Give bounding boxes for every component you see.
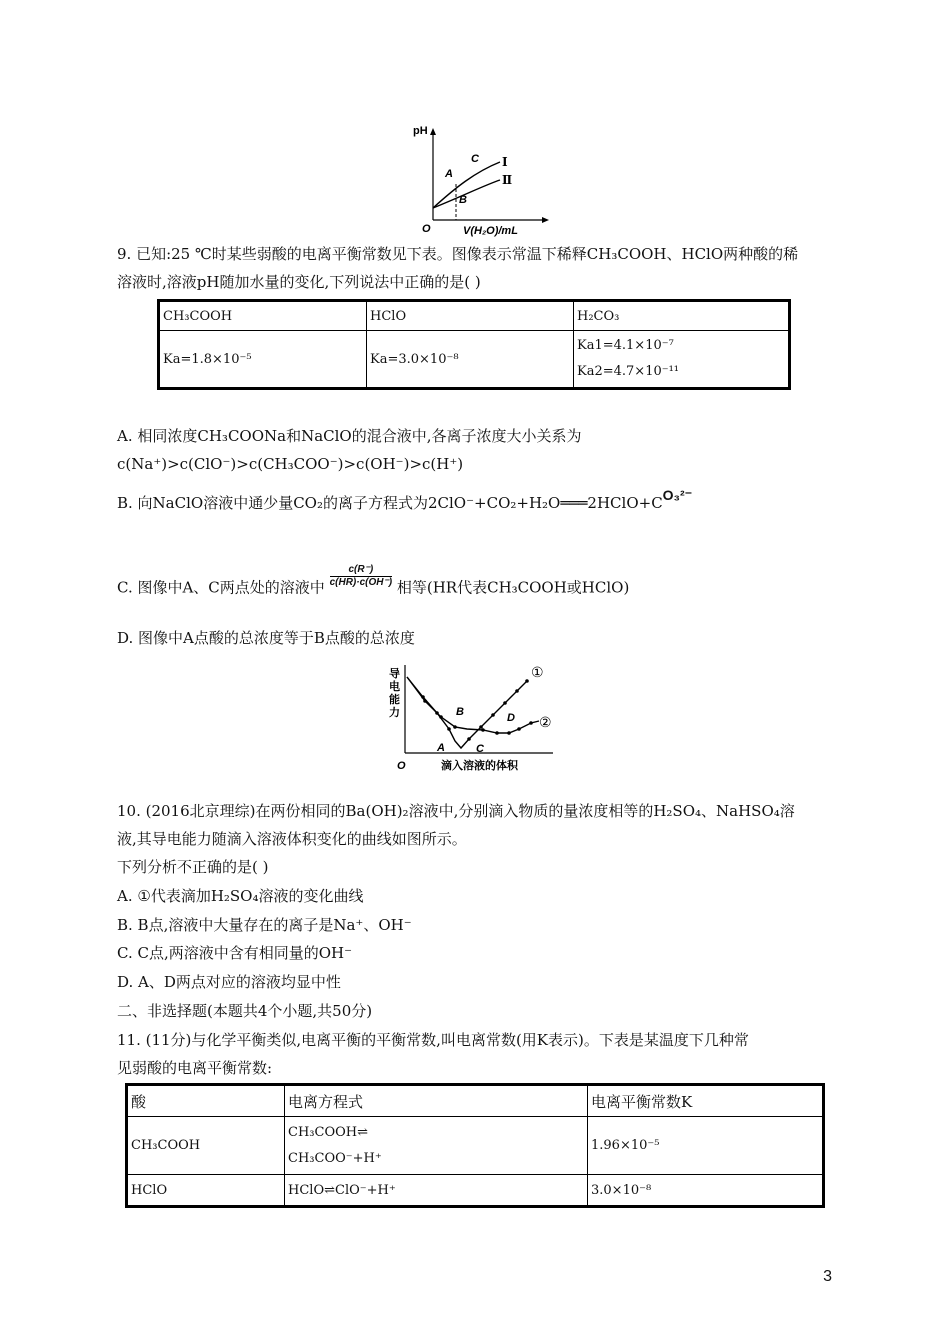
q9-option-a-line1: A. 相同浓度CH₃COONa和NaClO的混合液中,各离子浓度大小关系为 xyxy=(117,427,582,445)
q11-line1: 11. (11分)与化学平衡类似,电离平衡的平衡常数,叫电离常数(用K表示)。下表是某温度下几种常 xyxy=(117,1031,749,1049)
curve-1-label: ① xyxy=(531,665,544,681)
curve-2 xyxy=(407,677,539,733)
q9-option-b: B. 向NaClO溶液中通少量CO₂的离子方程式为2ClO⁻+CO₂+H₂O═══2HClO+CO₃²⁻ xyxy=(117,487,693,512)
q10-option-d: D. A、D两点对应的溶液均显中性 xyxy=(117,973,341,991)
q9-table-h2: HClO xyxy=(367,301,574,331)
q11-line2: 见弱酸的电离平衡常数: xyxy=(117,1059,273,1077)
conductivity-graph xyxy=(385,655,580,775)
y-axis-label: pH xyxy=(413,125,428,137)
q9-fraction-den: c(HR)·c(OH⁻) xyxy=(329,577,393,588)
q10-line1: 10. (2016北京理综)在两份相同的Ba(OH)₂溶液中,分别滴入物质的量浓度相等的H₂SO₄、NaHSO₄溶 xyxy=(117,802,795,820)
q11-table-h1: 酸 xyxy=(127,1085,285,1117)
q9-constant-table xyxy=(157,299,791,390)
q10-line3: 下列分析不正确的是( ) xyxy=(117,858,269,876)
q9-option-c: C. 图像中A、C两点处的溶液中 $\frac{c(R^-)}{c(HR)\cdot c(OH^-)}$ 相等(HR代表CH₃COOH或HClO) xyxy=(117,564,630,597)
q9-option-d: D. 图像中A点酸的总浓度等于B点酸的总浓度 xyxy=(117,629,415,647)
q9-table-v1: Ka=1.8×10⁻⁵ xyxy=(159,331,367,389)
q9-table-h1: CH₃COOH xyxy=(159,301,367,331)
q9-option-b-tail: O₃²⁻ xyxy=(662,487,693,503)
point-a-label: A xyxy=(437,742,445,754)
q11-table-r1c2 xyxy=(285,1117,588,1175)
point-b-label: B xyxy=(459,194,467,206)
q9-fraction-num: c(R⁻) xyxy=(330,564,393,577)
q11-table-h3: 电离平衡常数K xyxy=(588,1085,824,1117)
q9-table-h3: H₂CO₃ xyxy=(574,301,790,331)
q11-table-r1c2b: CH₃COO⁻+H⁺ xyxy=(288,1150,382,1166)
q11-table-r1c2a: CH₃COOH⇌ xyxy=(288,1124,368,1140)
q11-table-r1c1: CH₃COOH xyxy=(127,1117,285,1175)
y-label-c3: 能 xyxy=(389,694,400,706)
q9-line2: 溶液时,溶液pH随加水量的变化,下列说法中正确的是( ) xyxy=(117,273,481,291)
q9-fraction xyxy=(330,564,393,589)
point-a-label: A xyxy=(445,168,453,180)
curve-2-label: Ⅱ xyxy=(502,173,513,187)
x-axis-label: 滴入溶液的体积 xyxy=(441,760,518,772)
x-axis-label: V(H₂O)/mL xyxy=(463,225,518,237)
y-label-c4: 力 xyxy=(389,707,400,719)
q11-table-r2c1: HClO xyxy=(127,1175,285,1207)
q10-option-a: A. ①代表滴加H₂SO₄溶液的变化曲线 xyxy=(117,887,364,905)
q11-table-r2c2: HClO⇌ClO⁻+H⁺ xyxy=(285,1175,588,1207)
q11-table-r1c3: 1.96×10⁻⁵ xyxy=(588,1117,824,1175)
q11-table-r2c3: 3.0×10⁻⁸ xyxy=(588,1175,824,1207)
q9-table-v3b: Ka2=4.7×10⁻¹¹ xyxy=(577,364,680,379)
q9-table-v3a: Ka1=4.1×10⁻⁷ xyxy=(577,338,674,353)
q11-constant-table xyxy=(125,1083,825,1208)
y-axis-label xyxy=(389,666,403,719)
origin-label: O xyxy=(397,760,406,772)
q11-table-h2: 电离方程式 xyxy=(285,1085,588,1117)
y-label-c1: 导 xyxy=(389,668,400,680)
section-2-heading: 二、非选择题(本题共4个小题,共50分) xyxy=(117,1002,373,1020)
point-c-label: C xyxy=(476,743,484,755)
curve-2-label: ② xyxy=(539,715,552,731)
q10-option-b: B. B点,溶液中大量存在的离子是Na⁺、OH⁻ xyxy=(117,916,412,934)
point-b-label: B xyxy=(456,706,464,718)
q10-line2: 液,其导电能力随滴入溶液体积变化的曲线如图所示。 xyxy=(117,830,467,848)
y-label-c2: 电 xyxy=(389,681,400,693)
q9-line1: 9. 已知:25 ℃时某些弱酸的电离平衡常数见下表。图像表示常温下稀释CH₃COOH、HClO两种酸的稀 xyxy=(117,245,799,263)
x-axis-arrow xyxy=(542,217,549,223)
q9-option-a-line2: c(Na⁺)>c(ClO⁻)>c(CH₃COO⁻)>c(OH⁻)>c(H⁺) xyxy=(117,455,464,473)
curve-1-label: Ⅰ xyxy=(502,155,508,169)
q9-table-v2: Ka=3.0×10⁻⁸ xyxy=(367,331,574,389)
page-number: 3 xyxy=(823,1268,832,1285)
y-axis-arrow xyxy=(430,128,436,135)
ph-dilution-graph xyxy=(405,120,565,240)
point-d-label: D xyxy=(507,712,515,724)
q10-option-c: C. C点,两溶液中含有相同量的OH⁻ xyxy=(117,944,353,962)
q9-table-v3 xyxy=(574,331,790,389)
point-c-label: C xyxy=(471,153,479,165)
origin-label: O xyxy=(422,223,431,235)
